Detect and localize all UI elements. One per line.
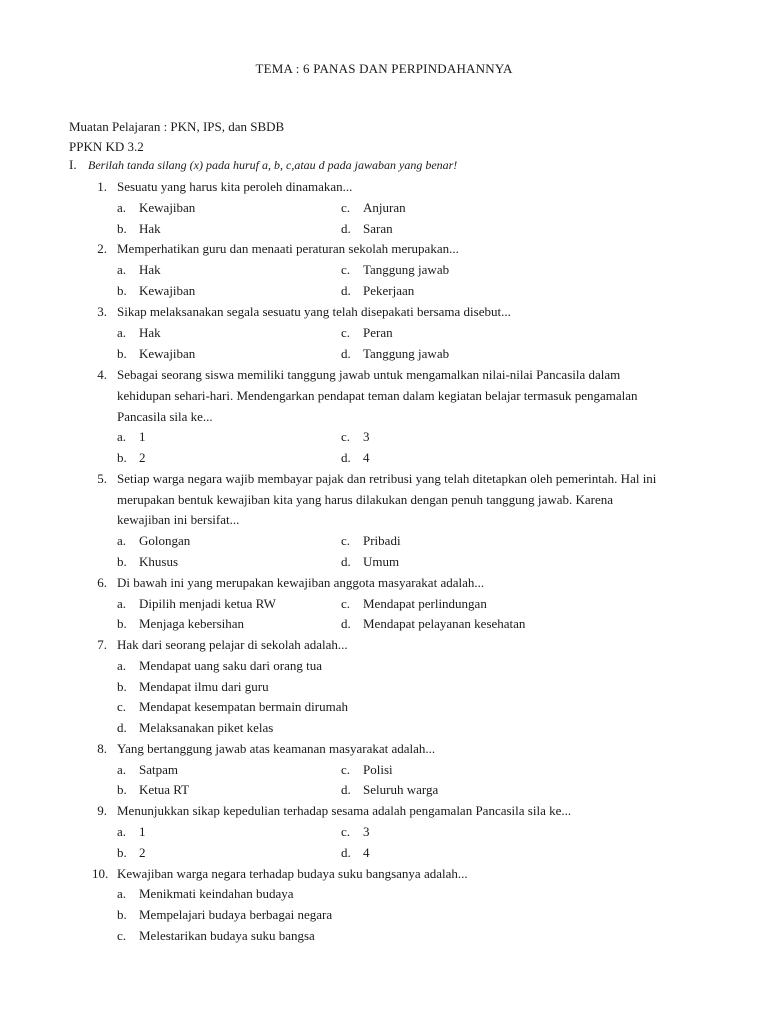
option-row [117,325,161,341]
option-text: Pribadi [363,533,401,548]
option-row [117,679,269,695]
option-letter: d. [341,283,351,298]
option-letter: c. [341,262,351,277]
option-row [341,554,399,570]
option-text: Menikmati keindahan budaya [139,886,294,901]
option-text: Ketua RT [139,782,190,797]
option-letter: b. [117,221,127,236]
option-letter: c. [341,824,351,839]
option-text: Seluruh warga [363,782,439,797]
option-letter: b. [117,907,127,922]
option-letter: a. [117,886,127,901]
option-letter: c. [117,699,127,714]
option-row [341,782,438,798]
question-text: merupakan bentuk kewajiban kita yang harus dilakukan dengan penuh tanggung jawab. Karena [117,492,613,507]
option-letter: b. [117,679,127,694]
option-letter: a. [117,596,127,611]
option-row [117,554,178,570]
option-letter: c. [341,429,351,444]
option-letter: a. [117,200,127,215]
option-text: 1 [139,824,146,839]
option-row [341,283,414,299]
option-row [341,762,393,778]
option-letter: c. [341,533,351,548]
option-letter: a. [117,262,127,277]
option-letter: c. [341,762,351,777]
question-text: Hak dari seorang pelajar di sekolah adalah... [117,637,348,652]
option-row [117,429,146,445]
option-text: Menjaga kebersihan [139,616,245,631]
question-number: 1. [97,179,107,194]
option-text: Tanggung jawab [363,346,450,361]
option-text: 3 [363,429,370,444]
question-text: kewajiban ini bersifat... [117,512,240,527]
option-row [341,616,525,632]
option-text: 4 [363,450,370,465]
option-row [341,200,406,216]
question-text: Sebagai seorang siswa memiliki tanggung jawab untuk mengamalkan nilai-nilai Pancasila dalam [117,367,621,382]
option-letter: c. [341,200,351,215]
option-text: Mendapat uang saku dari orang tua [139,658,323,673]
option-letter: b. [117,346,127,361]
question-number: 2. [97,241,107,256]
option-letter: d. [341,450,351,465]
option-text: Mendapat ilmu dari guru [139,679,269,694]
option-text: Kewajiban [139,200,196,215]
option-text: Mempelajari budaya berbagai negara [139,907,333,922]
question-number: 4. [97,367,107,382]
option-row [341,429,370,445]
option-row [117,346,195,362]
option-row [341,262,449,278]
option-text: Dipilih menjadi ketua RW [139,596,276,611]
option-row [341,450,370,466]
section-header [69,157,457,173]
section-numeral: I. [69,157,77,172]
option-letter: b. [117,554,127,569]
option-letter: d. [117,720,127,735]
option-row [341,533,401,549]
option-letter: a. [117,533,127,548]
option-text: Peran [363,325,393,340]
subject-line: Muatan Pelajaran : PKN, IPS, dan SBDB [69,119,285,134]
option-row [117,450,146,466]
option-text: Kewajiban [139,283,196,298]
option-letter: b. [117,845,127,860]
page-title: TEMA : 6 PANAS DAN PERPINDAHANNYA [255,61,513,76]
option-letter: a. [117,429,127,444]
question-number: 3. [97,304,107,319]
option-row [117,200,195,216]
question-text: Sikap melaksanakan segala sesuatu yang telah disepakati bersama disebut... [117,304,511,319]
option-row [117,533,190,549]
option-text: Mendapat pelayanan kesehatan [363,616,526,631]
option-row [117,596,276,612]
option-row [117,762,178,778]
option-text: Hak [139,262,161,277]
question-number: 7. [97,637,107,652]
option-row [117,845,146,861]
question-text: Setiap warga negara wajib membayar pajak dan retribusi yang telah ditetapkan oleh pemerintah. Hal ini [117,471,657,486]
option-letter: c. [341,325,351,340]
option-text: Hak [139,325,161,340]
option-letter: d. [341,845,351,860]
question-number: 6. [97,575,107,590]
option-text: Umum [363,554,400,569]
question-text: Kewajiban warga negara terhadap budaya suku bangsanya adalah... [117,866,468,881]
question-text: Di bawah ini yang merupakan kewajiban anggota masyarakat adalah... [117,575,485,590]
option-row [341,325,393,341]
option-row [117,658,322,674]
question-text: Yang bertanggung jawab atas keamanan masyarakat adalah... [117,741,436,756]
option-row [117,262,161,278]
option-row [117,221,161,237]
option-row [117,699,348,715]
option-text: Mendapat kesempatan bermain dirumah [139,699,349,714]
question-text: Sesuatu yang harus kita peroleh dinamakan... [117,179,353,194]
option-letter: b. [117,283,127,298]
option-text: 1 [139,429,146,444]
option-letter: a. [117,325,127,340]
option-letter: a. [117,824,127,839]
option-row [117,283,195,299]
option-text: Saran [363,221,393,236]
question-number: 10. [92,866,109,881]
question-number: 9. [97,803,107,818]
kd-line: PPKN KD 3.2 [69,139,144,154]
option-letter: d. [341,616,351,631]
option-text: Melaksanakan piket kelas [139,720,274,735]
option-row [117,782,189,798]
option-text: Khusus [139,554,179,569]
option-letter: c. [117,928,127,943]
option-text: Kewajiban [139,346,196,361]
question-text: Pancasila sila ke... [117,409,213,424]
option-text: Tanggung jawab [363,262,450,277]
option-row [341,596,487,612]
option-letter: b. [117,616,127,631]
option-text: Melestarikan budaya suku bangsa [139,928,315,943]
option-letter: d. [341,554,351,569]
option-letter: b. [117,782,127,797]
option-text: 4 [363,845,370,860]
option-text: Satpam [139,762,178,777]
option-letter: b. [117,450,127,465]
option-row [341,221,393,237]
question-text: Menunjukkan sikap kepedulian terhadap sesama adalah pengamalan Pancasila sila ke... [117,803,572,818]
option-row [117,886,294,902]
option-text: Pekerjaan [363,283,415,298]
question-text: kehidupan sehari-hari. Mendengarkan pendapat teman dalam kegiatan belajar termasuk pengamalan [117,388,638,403]
option-row [341,845,370,861]
option-row [117,928,315,944]
question-text: Memperhatikan guru dan menaati peraturan sekolah merupakan... [117,241,459,256]
option-text: Anjuran [363,200,406,215]
question-number: 5. [97,471,107,486]
option-letter: d. [341,346,351,361]
option-letter: c. [341,596,351,611]
question-number: 8. [97,741,107,756]
option-row [341,824,370,840]
option-text: 2 [139,845,146,860]
option-row [341,346,449,362]
option-text: 2 [139,450,146,465]
option-text: Mendapat perlindungan [363,596,487,611]
option-row [117,907,332,923]
option-letter: a. [117,658,127,673]
option-row [117,824,146,840]
option-row [117,616,244,632]
option-letter: a. [117,762,127,777]
option-letter: d. [341,782,351,797]
option-text: 3 [363,824,370,839]
option-row [117,720,273,736]
option-letter: d. [341,221,351,236]
section-instruction: Berilah tanda silang (x) pada huruf a, b, c,atau d pada jawaban yang benar! [88,158,458,172]
option-text: Polisi [363,762,393,777]
option-text: Hak [139,221,161,236]
option-text: Golongan [139,533,191,548]
